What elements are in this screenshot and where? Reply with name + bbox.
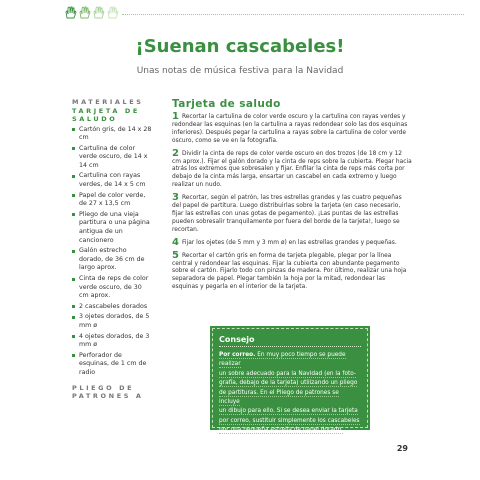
list-item: Pliego de una vieja partitura o una página antigua de un cancionero: [72, 211, 152, 245]
instructions-column: [172, 98, 412, 296]
tip-line: grafía, debajo de la tarjeta) utilizando un pliego: [219, 380, 358, 387]
tip-line: por correo, sustituir simplemente los cascabeles: [219, 417, 360, 424]
hand-icon: [78, 6, 91, 19]
step-number: 3: [172, 192, 179, 204]
section-title: Tarjeta de saludo: [172, 98, 281, 110]
tip-divider: [219, 346, 361, 347]
materials-label: MATERIALES: [72, 98, 144, 106]
step-number: 1: [172, 111, 179, 122]
tip-line: un sobre adecuado para la Navidad (en la foto-: [219, 370, 357, 377]
list-item: 2 cascabeles dorados: [72, 303, 152, 312]
step: [172, 147, 412, 191]
materials-column: [72, 98, 152, 401]
tip-line: por una pequeña estrella de papel dorado.: [219, 427, 343, 434]
step-number: 2: [172, 147, 179, 159]
dotted-rule: [122, 14, 464, 15]
list-item: Cartón gris, de 14 x 28 cm: [72, 126, 152, 143]
step-text: Recortar, según el patrón, las tres estrellas grandes y las cuatro pequeñas del papel de partitura. Luego distribuirlas sobre la tarjeta (en caso necesario, fijar las estrellas con unas gotas de pegamento). ¡Las puntas de las estrellas pueden sobresalir tranquilamente por fuera del borde de la tarjeta!, luego se recortan.: [172, 195, 402, 233]
page-subtitle: Unas notas de música festiva para la Navidad: [136, 66, 344, 76]
step: [172, 113, 412, 146]
page-title: ¡Suenan cascabeles!: [135, 36, 345, 57]
step: [172, 194, 412, 235]
materials-list: [72, 126, 152, 378]
patterns-label: [72, 384, 152, 401]
tip-inner: [212, 328, 368, 434]
list-item: Perforador de esquinas, de 1 cm de radio: [72, 352, 152, 378]
hand-icons: [64, 6, 119, 19]
list-item: 4 ojetes dorados, de 3 mm ø: [72, 333, 152, 350]
tip-text: En muy poco tiempo se puede realizar: [219, 352, 346, 368]
tip-title: Consejo: [219, 335, 255, 344]
page-number: 29: [396, 444, 408, 453]
header-bar: [64, 6, 464, 20]
step-number: 5: [172, 249, 179, 261]
tip-lead: Por correo.: [219, 352, 256, 358]
tip-line: de partituras. En el Pliego de patrones se incluye: [219, 389, 339, 406]
hand-icon: [64, 6, 77, 19]
step-text: Recortar el cartón gris en forma de tarjeta plegable, plegar por la línea central y redondear las esquinas. Fijar la cubierta con abundante pegamento sobre el cartón. Fijarlo todo con pinzas de madera. Por último, realizar una hoja separadora de papel. Plegar también la hoja por la mitad, redondear las esquinas y pegarla en el interior de la tarjeta.: [172, 252, 407, 291]
step: [172, 236, 412, 248]
step-text: Dividir la cinta de reps de color verde oscuro en dos trozos (de 18 cm y 12 cm aprox.). Fijar el galón dorado y la cinta de reps sobre la cubierta. Plegar hacia atrás los extremos que sobresalen y fijar. Enfilar la cinta de reps más corta por debajo de la cinta más larga, ensartar un cascabel en cada extremo y luego realizar un nudo.: [172, 150, 412, 189]
card-label-2: SALUDO: [72, 115, 118, 123]
hand-icon: [92, 6, 105, 19]
step-text: Fijar los ojetes (de 5 mm y 3 mm ø) en las estrellas grandes y pequeñas.: [181, 239, 397, 246]
tip-line: [219, 352, 346, 368]
step-number: 4: [172, 236, 179, 248]
tip-line: un dibujo para ello. Si se desea enviar la tarjeta: [219, 408, 358, 415]
patterns-label-line2: PATRONES A: [72, 392, 144, 401]
list-item: Papel de color verde, de 27 x 13,5 cm: [72, 192, 152, 209]
list-item: Galón estrecho dorado, de 36 cm de largo aprox.: [72, 247, 152, 273]
list-item: 3 ojetes dorados, de 5 mm ø: [72, 313, 152, 330]
list-item: Cartulina con rayas verdes, de 14 x 5 cm: [72, 172, 152, 189]
list-item: Cartulina de color verde oscuro, de 14 x 14 cm: [72, 145, 152, 171]
hand-icon: [106, 6, 119, 19]
step: [172, 249, 412, 293]
patterns-label-line1: PLIEGO DE: [72, 383, 135, 392]
card-label: TARJETA DE: [72, 106, 140, 115]
tip-body: [219, 351, 361, 436]
step-text: Recortar la cartulina de color verde oscuro y la cartulina con rayas verdes y redondear las esquinas (en la cartulina a rayas redondear solo las dos esquinas inferiores). Después pegar la cartulina a rayas sobre la cartulina de color verde oscuro, como se ve en la fotografía.: [172, 114, 408, 144]
list-item: Cinta de reps de color verde oscuro, de 30 cm aprox.: [72, 275, 152, 301]
tip-box: [210, 326, 370, 434]
